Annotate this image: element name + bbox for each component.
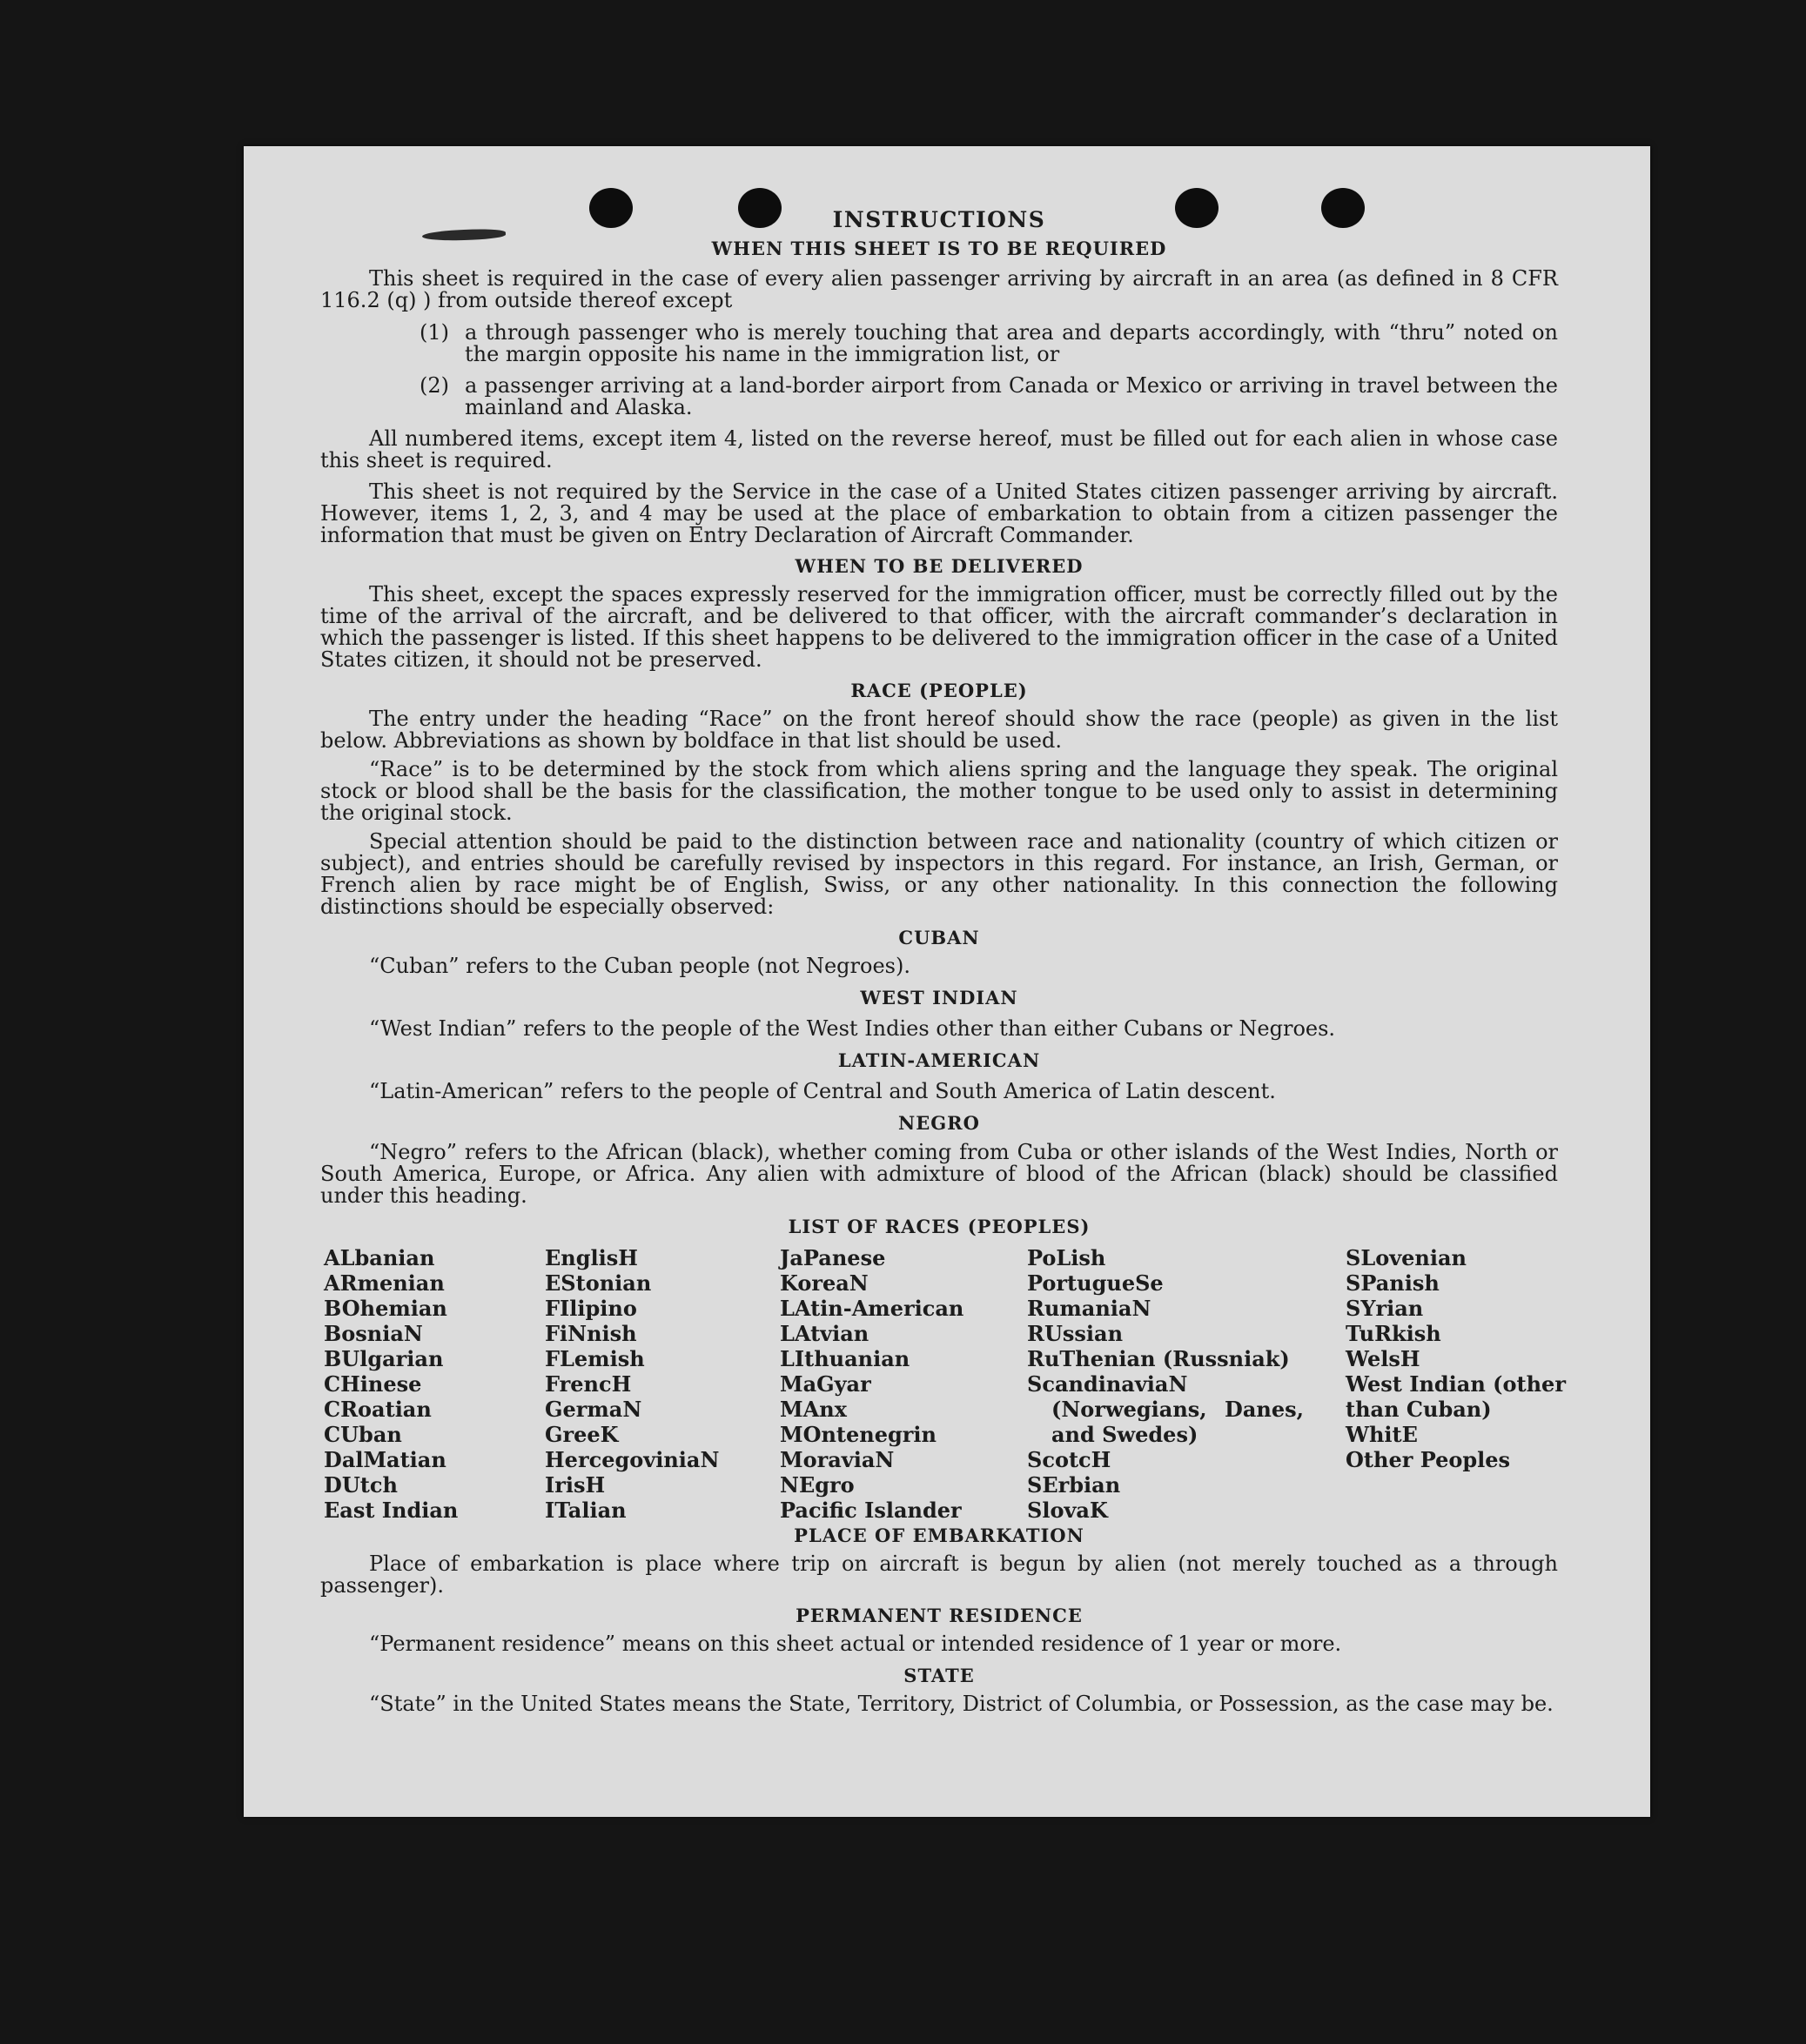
- heading-embarkation: PLACE OF EMBARKATION: [794, 1525, 1084, 1546]
- race-list-item: FLemish: [545, 1346, 645, 1371]
- heading-west-indian: WEST INDIAN: [860, 987, 1018, 1009]
- race-list-item: BUlgarian: [324, 1346, 444, 1371]
- race-list-item: DalMatian: [324, 1447, 446, 1472]
- document-sheet: [244, 146, 1650, 1817]
- race-list-item: BOhemian: [324, 1296, 447, 1321]
- instructions-body: [320, 207, 1566, 1716]
- race-list-item: MoraviaN: [780, 1447, 895, 1472]
- race-list-item: West Indian (other than Cuban): [1346, 1371, 1566, 1422]
- race-list-item: RuThenian (Russniak): [1027, 1346, 1290, 1371]
- race-list-item: LAtin-American: [780, 1296, 964, 1321]
- race-list-item: Other Peoples: [1346, 1447, 1511, 1472]
- west-indian-paragraph: “West Indian” refers to the people of the West Indies other than either Cubans or Negroes.: [369, 1016, 1336, 1041]
- race-list-item: KoreaN: [780, 1270, 869, 1296]
- race-list-item: GreeK: [545, 1422, 619, 1447]
- race-list-item: SPanish: [1346, 1270, 1440, 1296]
- race-list-item: ALbanian: [324, 1245, 435, 1270]
- race-list-item: PortugueSe: [1027, 1270, 1164, 1296]
- heading-residence: PERMANENT RESIDENCE: [796, 1605, 1083, 1626]
- state-paragraph: “State” in the United States means the State, Territory, District of Columbia, or Possession, as the case may be.: [369, 1692, 1554, 1716]
- exception-item: [420, 375, 1558, 419]
- race-list-column: [780, 1245, 1027, 1523]
- heading-latin-american: LATIN-AMERICAN: [837, 1049, 1041, 1071]
- cuban-paragraph: “Cuban” refers to the Cuban people (not Negroes).: [369, 954, 910, 978]
- race-list-item: CHinese: [324, 1371, 422, 1397]
- latin-american-paragraph: “Latin-American” refers to the people of Central and South America of Latin descent.: [369, 1079, 1276, 1103]
- delivered-paragraph: This sheet, except the spaces expressly reserved for the immigration officer, must be correctly filled out by the time of the arrival of the aircraft, and be delivered to that officer, with the aircraft commander’s declaration in which the passenger is listed. If this sheet happens to be delivered to the immigration officer in the case of a United States citizen, it should not be preserved.: [320, 582, 1558, 672]
- race-list-item: Pacific Islander: [780, 1498, 962, 1523]
- race-list-item: TuRkish: [1346, 1321, 1441, 1346]
- exception-number: (1): [420, 320, 449, 345]
- embarkation-paragraph: Place of embarkation is place where trip on aircraft is begun by alien (not merely touched as a through passenger).: [320, 1551, 1558, 1598]
- race-list-item: WhitE: [1346, 1422, 1418, 1447]
- race-paragraph: Special attention should be paid to the distinction between race and nationality (country of which citizen or subject), and entries should be carefully revised by inspectors in this regard. For instance, an Irish, German, or French alien by race might be of English, Swiss, or any other nationality. In this connection the following distinctions should be especially observed:: [320, 829, 1558, 919]
- race-list-item: CUban: [324, 1422, 402, 1447]
- required-paragraph: All numbered items, except item 4, listed on the reverse hereof, must be filled out for each alien in whose case this sheet is required.: [320, 426, 1558, 472]
- race-list-item: FrencH: [545, 1371, 632, 1397]
- race-list-item: SYrian: [1346, 1296, 1424, 1321]
- race-list-item: MAnx: [780, 1397, 847, 1422]
- race-list-item: MOntenegrin: [780, 1422, 937, 1447]
- citizen-paragraph: This sheet is not required by the Service in the case of a United States citizen passenger arriving by aircraft. However, items 1, 2, 3, and 4 may be used at the place of embarkation to obtain from a citizen passenger the information that must be given on Entry Declaration of Aircraft Commander.: [320, 479, 1558, 547]
- race-list-item: ITalian: [545, 1498, 627, 1523]
- race-list-item: CRoatian: [324, 1397, 432, 1422]
- exception-number: (2): [420, 373, 449, 398]
- race-list-item: SErbian: [1027, 1472, 1121, 1498]
- race-list-column: [1027, 1245, 1346, 1523]
- race-list-column: [324, 1245, 545, 1523]
- heading-cuban: CUBAN: [898, 927, 980, 948]
- page-title: INSTRUCTIONS: [832, 207, 1046, 232]
- heading-race: RACE (PEOPLE): [850, 680, 1028, 701]
- race-list-item: LIthuanian: [780, 1346, 910, 1371]
- heading-delivered: WHEN TO BE DELIVERED: [795, 555, 1084, 577]
- race-list-item: HercegoviniaN: [545, 1447, 720, 1472]
- race-list-item: JaPanese: [780, 1245, 886, 1270]
- race-list-item: EnglisH: [545, 1245, 638, 1270]
- race-list-column: [545, 1245, 780, 1523]
- race-list-item: LAtvian: [780, 1321, 869, 1346]
- exception-item: [420, 322, 1558, 365]
- race-list-item: MaGyar: [780, 1371, 871, 1397]
- race-list-item: FIlipino: [545, 1296, 637, 1321]
- race-list-item: GermaN: [545, 1397, 642, 1422]
- negro-paragraph: “Negro” refers to the African (black), whether coming from Cuba or other islands of the West Indies, North or South America, Europe, or Africa. Any alien with admixture of blood of the African (black) should be classified under this heading.: [320, 1140, 1558, 1208]
- race-list: [324, 1245, 1566, 1523]
- race-list-item: PoLish: [1027, 1245, 1106, 1270]
- heading-state: STATE: [903, 1665, 975, 1686]
- exception-text: a passenger arriving at a land-border airport from Canada or Mexico or arriving in travel between the mainland and Alaska.: [465, 373, 1558, 419]
- race-list-item: BosniaN: [324, 1321, 423, 1346]
- race-list-item: NEgro: [780, 1472, 855, 1498]
- race-list-item: IrisH: [545, 1472, 606, 1498]
- race-list-column: [1346, 1245, 1568, 1523]
- heading-race-list: LIST OF RACES (PEOPLES): [788, 1216, 1091, 1237]
- heading-negro: NEGRO: [898, 1112, 980, 1134]
- required-intro: This sheet is required in the case of every alien passenger arriving by aircraft in an area (as defined in 8 CFR 116.2 (q) ) from outside thereof except: [320, 266, 1558, 312]
- race-list-item: SlovaK: [1027, 1498, 1108, 1523]
- race-paragraph: “Race” is to be determined by the stock from which aliens spring and the language they speak. The original stock or blood shall be the basis for the classification, the mother tongue to be used only to assist in determining the original stock.: [320, 757, 1558, 825]
- race-list-item: East Indian: [324, 1498, 459, 1523]
- race-list-item: WelsH: [1346, 1346, 1420, 1371]
- exception-text: a through passenger who is merely touching that area and departs accordingly, with “thru” noted on the margin opposite his name in the immigration list, or: [465, 320, 1558, 366]
- residence-paragraph: “Permanent residence” means on this sheet actual or intended residence of 1 year or more.: [369, 1632, 1342, 1656]
- race-list-item: ScandinaviaN (Norwegians, Danes, and Swedes): [1027, 1371, 1304, 1447]
- race-list-item: ScotcH: [1027, 1447, 1111, 1472]
- race-list-item: RumaniaN: [1027, 1296, 1151, 1321]
- race-list-item: ARmenian: [324, 1270, 445, 1296]
- race-list-item: RUssian: [1027, 1321, 1124, 1346]
- race-list-item: SLovenian: [1346, 1245, 1467, 1270]
- race-list-item: FiNnish: [545, 1321, 637, 1346]
- heading-required: WHEN THIS SHEET IS TO BE REQUIRED: [711, 238, 1167, 259]
- race-list-item: DUtch: [324, 1472, 398, 1498]
- race-paragraph: The entry under the heading “Race” on the front hereof should show the race (people) as given in the list below. Abbreviations as shown by boldface in that list should be used.: [320, 707, 1558, 753]
- race-list-item: EStonian: [545, 1270, 652, 1296]
